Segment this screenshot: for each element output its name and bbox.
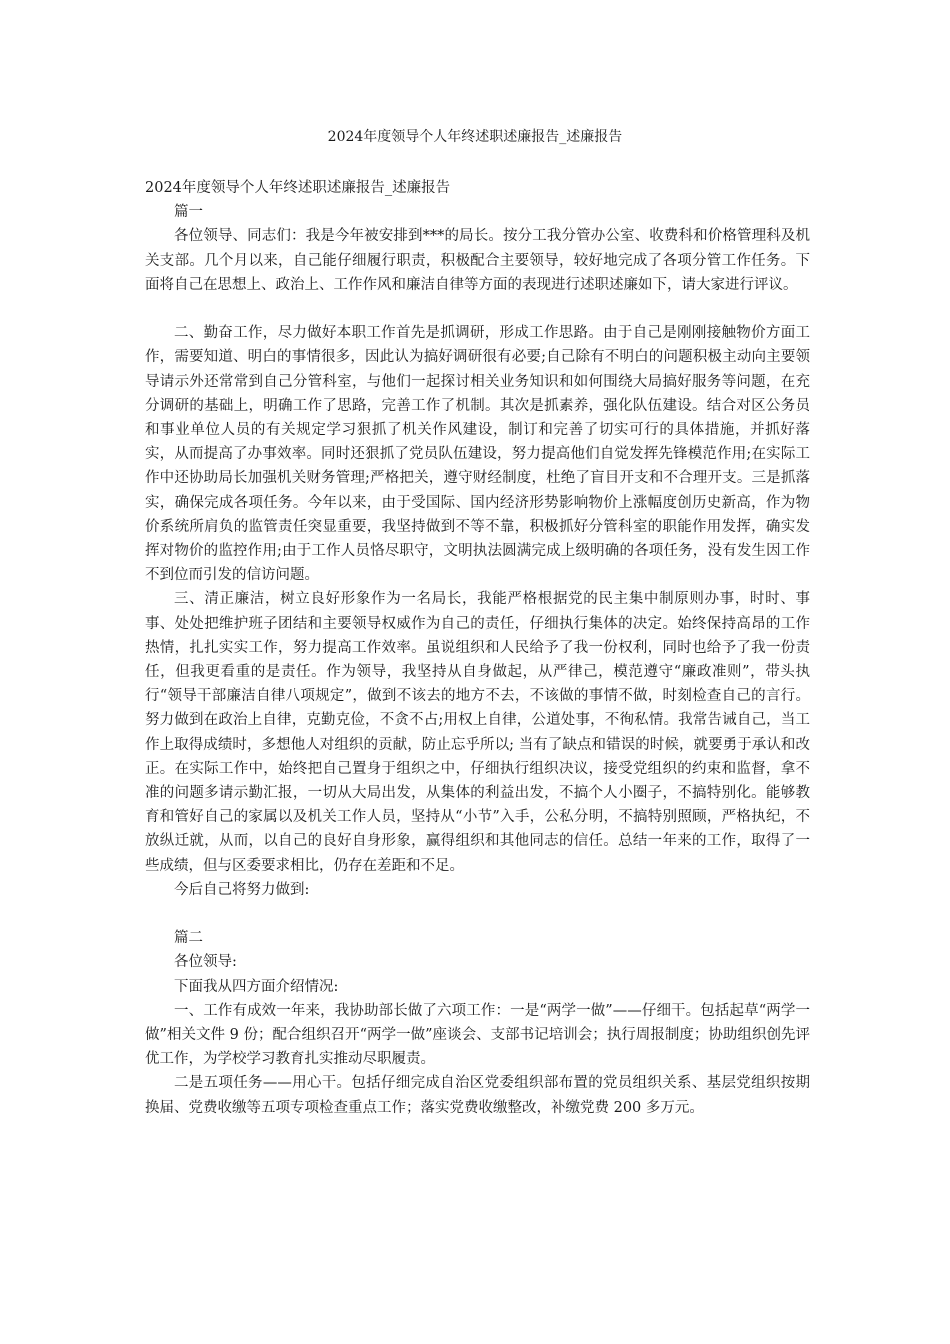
paragraph-intro: 下面我从四方面介绍情况: xyxy=(174,978,339,995)
document-subtitle: 2024年度领导个人年终述职述廉报告_述廉报告 xyxy=(145,180,451,196)
blank-line xyxy=(145,902,810,926)
blank-line xyxy=(145,297,810,321)
paragraph-future: 今后自己将努力做到: xyxy=(174,881,310,898)
paragraph-work-results: 一、工作有成效一年来，我协助部长做了六项工作：一是“两学一做”——仔细干。包括起草“两学一做”相关文件 9 份；配合组织召开“两学一做”座谈会、支部书记培训会；执行周报制度；协助组织创先评优工作，为学校学习教育扎实推动尽职履责。 xyxy=(145,1002,810,1068)
paragraph-salutation: 各位领导: xyxy=(174,954,237,971)
section-label-1: 篇一 xyxy=(174,204,203,221)
page-title: 2024年度领导个人年终述职述廉报告_述廉报告 xyxy=(327,129,623,145)
paragraph-greeting: 各位领导、同志们：我是今年被安排到***的局长。按分工我分管办公室、收费科和价格管理科及机关支部。几个月以来，自己能仔细履行职责，积极配合主要领导，较好地完成了各项分管工作任务。下面将自己在思想上、政治上、工作作风和廉洁自律等方面的表现进行述职述廉如下，请大家进行评议。 xyxy=(145,228,810,293)
section-label-2: 篇二 xyxy=(174,930,203,947)
document-body xyxy=(145,176,810,1120)
paragraph-integrity: 三、清正廉洁，树立良好形象作为一名局长，我能严格根据党的民主集中制原则办事，时时、事事、处处把维护班子团结和主要领导权威作为自己的责任，仔细执行集体的决定。始终保持高昂的工作热情，扎扎实实工作，努力提高工作效率。虽说组织和人民给予了我一份权利，同时也给予了我一份责任，但我更看重的是责任。作为领导，我坚持从自身做起，从严律己，模范遵守“廉政准则”，带头执行“领导干部廉洁自律八项规定”，做到不该去的地方不去，不该做的事情不做，时刻检查自己的言行。努力做到在政治上自律，克勤克俭，不贪不占;用权上自律，公道处事，不徇私情。我常告诫自己，当工作上取得成绩时，多想他人对组织的贡献，防止忘乎所以; 当有了缺点和错误的时候，就要勇于承认和改正。在实际工作中，始终把自己置身于组织之中，仔细执行组织决议，接受党组织的约束和监督，拿不准的问题多请示勤汇报，一切从大局出发，从集体的利益出发，不搞个人小圈子，不搞特别化。能够教育和管好自己的家属以及机关工作人员，坚持从“小节”入手，公私分明，不搞特别照顾，严格执纪，不放纵迁就，从而，以自己的良好自身形象，赢得组织和其他同志的信任。总结一年来的工作，取得了一些成绩，但与区委要求相比，仍存在差距和不足。 xyxy=(145,591,810,874)
paragraph-diligent-work: 二、勤奋工作，尽力做好本职工作首先是抓调研，形成工作思路。由于自己是刚刚接触物价方面工作，需要知道、明白的事情很多，因此认为搞好调研很有必要;自己除有不明白的问题积极主动向主要领导请示外还常常到自己分管科室，与他们一起探讨相关业务知识和如何围绕大局搞好服务等问题，在充分调研的基础上，明确工作了思路，完善工作了机制。其次是抓素养，强化队伍建设。结合对区公务员和事业单位人员的有关规定学习狠抓了机关作风建设，制订和完善了切实可行的具体措施，并抓好落实，从而提高了办事效率。同时还狠抓了党员队伍建设，努力提高他们自觉发挥先锋模范作用;在实际工作中还协助局长加强机关财务管理;严格把关，遵守财经制度，杜绝了盲目开支和不合理开支。三是抓落实，确保完成各项任务。今年以来，由于受国际、国内经济形势影响物价上涨幅度创历史新高，作为物价系统所肩负的监管责任突显重要，我坚持做到不等不靠，积极抓好分管科室的职能作用发挥，确实发挥对物价的监控作用;由于工作人员恪尽职守，文明执法圆满完成上级明确的各项任务，没有发生因工作不到位而引发的信访问题。 xyxy=(145,325,810,584)
paragraph-five-tasks: 二是五项任务——用心干。包括仔细完成自治区党委组织部布置的党员组织关系、基层党组织按期换届、党费收缴等五项专项检查重点工作；落实党费收缴整改，补缴党费 200 多万元。 xyxy=(145,1075,810,1116)
